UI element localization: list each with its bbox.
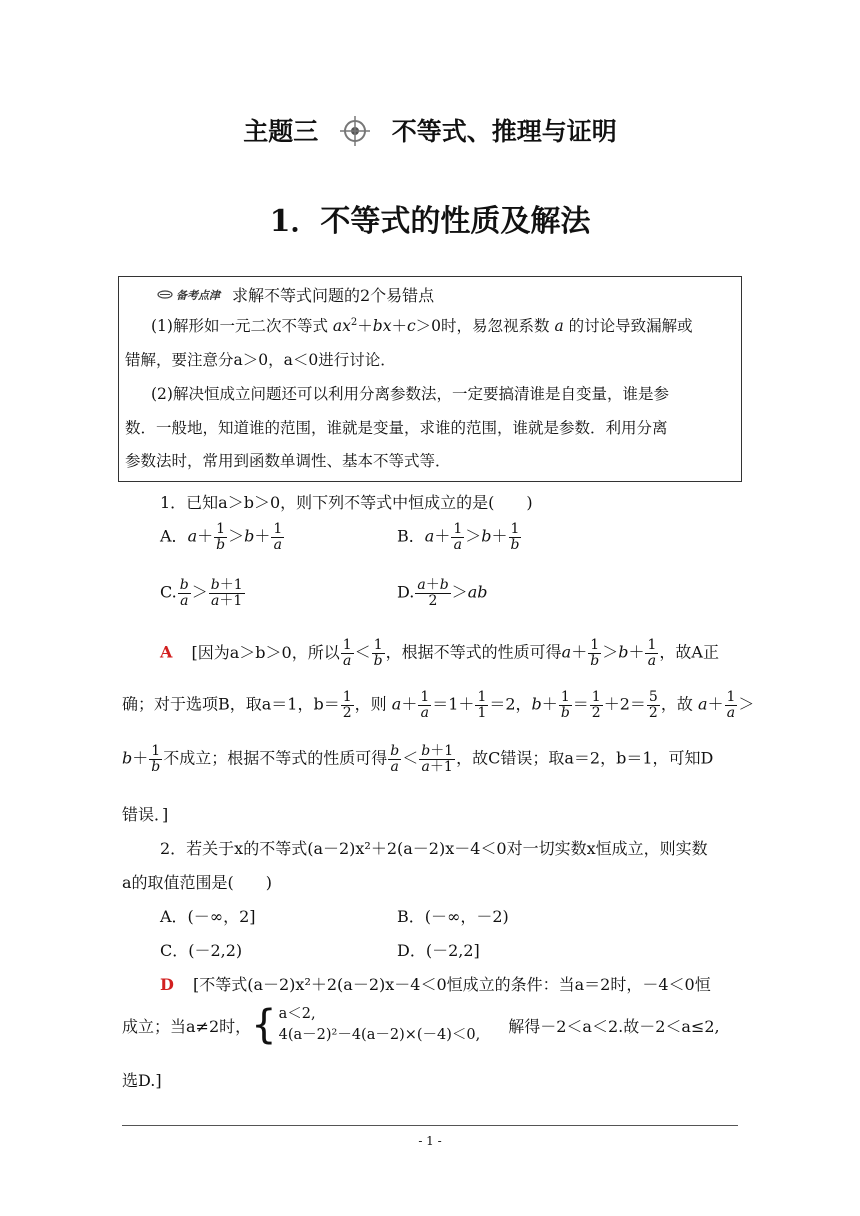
note-p2-line1: (2)解决恒成立问题还可以利用分离参数法，一定要搞清谁是自变量，谁是参 (151, 385, 669, 403)
q1-option-c: C. $\frac{b}{a}$ ＞ $\frac{b+1}{a+1}$ (160, 577, 243, 609)
system-row-2: 4(a－2)²－4(a－2)×(－4)＜0, (278, 1027, 481, 1044)
q2-option-a: A．(－∞，2] (160, 907, 256, 926)
q1-solution-line1: A [因为a＞b＞0，所以 $\frac{1}{a}$ ＜ $\frac{1}{b}$ ，根据不等式的性质可得a＋ $\frac{1}{b}$ ＞b＋ $\frac{1}{a}$ ，故A正 (160, 637, 719, 669)
q2-solution-line3: 选D.] (122, 1071, 162, 1090)
q2-option-d: D．(－2,2] (397, 941, 480, 960)
note-badge-text: 备考点津 (176, 288, 220, 302)
inequality-system (251, 1002, 481, 1049)
q1-option-d: D. $\frac{a+b}{2}$ ＞ab (397, 577, 488, 609)
q1-stem: 1．已知a＞b＞0，则下列不等式中恒成立的是( ) (160, 493, 533, 512)
note-p2-line3: 参数法时，常用到函数单调性、基本不等式等． (125, 452, 451, 470)
q1-answer: A (160, 642, 173, 662)
q2-solution-line1: D [不等式(a－2)x²＋2(a－2)x－4＜0恒成立的条件：当a＝2时，－4＜0恒 (160, 975, 711, 994)
page-number: - 1 - (418, 1134, 442, 1148)
q1-solution-line2: 确；对于选项B，取a＝1，b＝ $\frac{1}{2}$ ，则 a＋ $\frac{1}{a}$ ＝1＋ $\frac{1}{1}$ ＝2，b＋ $\frac{1}{b}$ ＝ $\frac{1}{2}$ ＋2＝ $\frac{5}{2}$ ，故 a＋ $\frac{1}{a}$ ＞ (122, 689, 755, 721)
q1-option-a: A．a＋ $\frac{1}{b}$ ＞b＋ $\frac{1}{a}$ (160, 521, 283, 553)
q2-option-c: C．(－2,2) (160, 941, 243, 960)
q2-stem-line2: a的取值范围是( ) (122, 873, 273, 892)
note-heading-row (157, 283, 434, 306)
footer-divider (122, 1125, 738, 1126)
q1-solution-line3: b＋ $\frac{1}{b}$ 不成立；根据不等式的性质可得 $\frac{b}{a}$ ＜ $\frac{b+1}{a+1}$ ，故C错误；取a＝2，b＝1，可知D (122, 743, 714, 775)
note-badge (157, 287, 220, 303)
q2-stem-line1: 2．若关于x的不等式(a－2)x²＋2(a－2)x－4＜0对一切实数x恒成立，则实数 (160, 839, 708, 858)
note-p1-line2: 错解，要注意分a＞0，a＜0进行讨论． (125, 351, 396, 369)
note-box (118, 276, 742, 482)
page-title: 1．不等式的性质及解法 (269, 204, 591, 239)
q2-answer: D (160, 975, 174, 994)
note-heading: 求解不等式问题的2个易错点 (232, 286, 435, 305)
note-p1-line1: (1)解形如一元二次不等式 $ax^2+bx+c>0$时，易忽视系数 a 的讨论导致漏解或 (151, 316, 693, 335)
q1-option-b: B．a＋ $\frac{1}{a}$ ＞b＋ $\frac{1}{b}$ (397, 521, 520, 553)
q2-solution-line2: 成立；当a≠2时， { a＜2, 4(a－2)²－4(a－2)×(－4)＜0, 解得－2＜a＜2.故－2＜a≤2, (122, 1002, 720, 1049)
topic-label: 主题三 (243, 117, 319, 146)
crosshair-icon (339, 115, 371, 147)
note-p2-line2: 数．一般地，知道谁的范围，谁就是变量，求谁的范围，谁就是参数．利用分离 (125, 419, 668, 437)
pen-icon (157, 290, 173, 299)
q1-solution-line4: 错误．] (122, 805, 169, 824)
q2-option-b: B．(－∞，－2) (397, 907, 509, 926)
topic-heading (0, 112, 860, 148)
system-row-1: a＜2, (278, 1006, 316, 1022)
topic-name: 不等式、推理与证明 (391, 117, 617, 146)
left-brace: { (251, 1002, 277, 1049)
